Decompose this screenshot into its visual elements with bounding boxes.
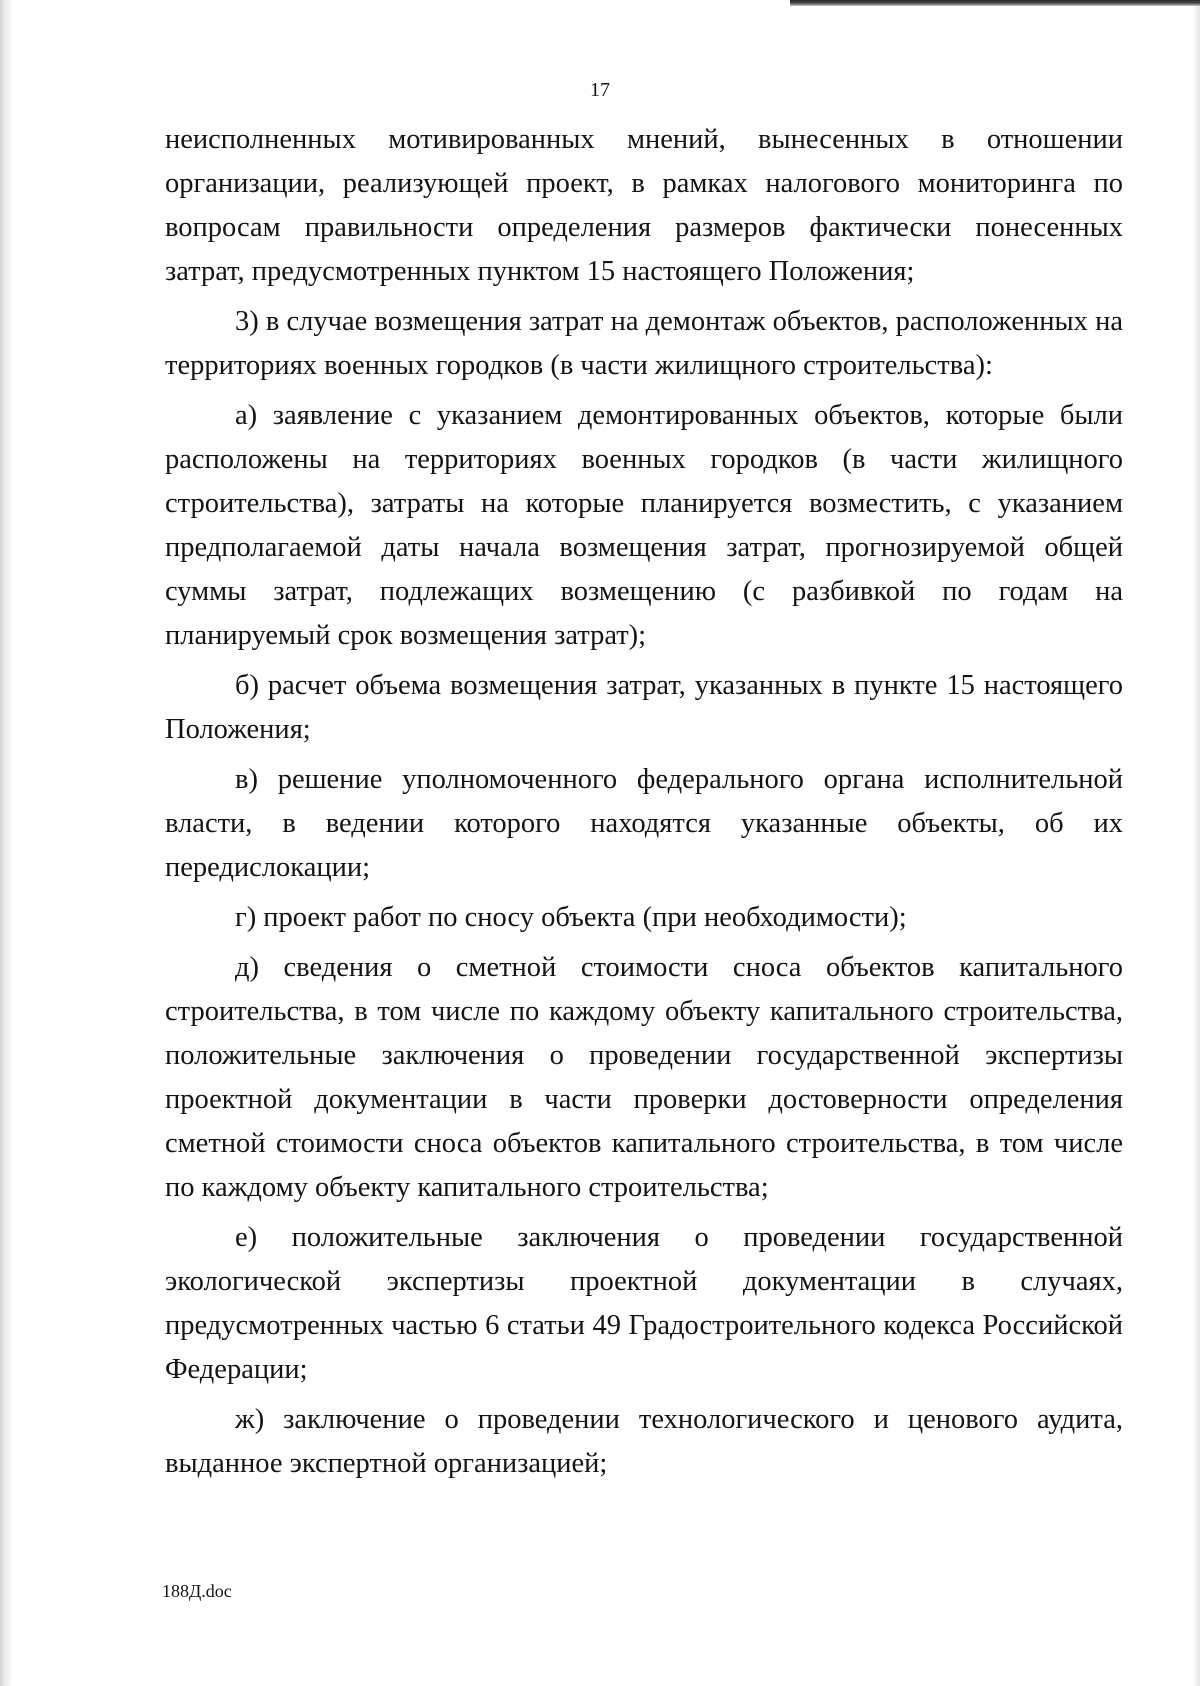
paragraph-item-zh: ж) заключение о проведении технологического и ценового аудита, выданное экспертной организацией; xyxy=(165,1404,1123,1479)
scan-edge-right xyxy=(1192,0,1200,1686)
paragraph-item-d: д) сведения о сметной стоимости сноса объектов капитального строительства, в том числе по каждому объекту капитального строительства, положительные заключения о проведении государственной экспертизы проектной документации в части проверки достоверности определения сметной стоимости сноса объектов капитального строительства, в том числе по каждому объекту капитального строительства; xyxy=(165,952,1123,1203)
scan-bar-top xyxy=(790,0,1200,6)
page-number: 17 xyxy=(590,79,610,101)
paragraph-continuation: неисполненных мотивированных мнений, вынесенных в отношении организации, реализующей проект, в рамках налогового мониторинга по вопросам правильности определения размеров фактически понесенных затрат, предусмотренных пунктом 15 настоящего Положения; xyxy=(165,124,1123,287)
paragraph-item-3: 3) в случае возмещения затрат на демонтаж объектов, расположенных на территориях военных городков (в части жилищного строительства): xyxy=(165,306,1123,381)
scan-edge-left xyxy=(0,0,14,1686)
paragraph-item-v: в) решение уполномоченного федерального органа исполнительной власти, в ведении которого находятся указанные объекты, об их передислокации; xyxy=(165,764,1123,883)
footer-file-code: 188Д.doc xyxy=(162,1581,232,1601)
document-body xyxy=(165,118,1123,1492)
paragraph-item-b: б) расчет объема возмещения затрат, указанных в пункте 15 настоящего Положения; xyxy=(165,670,1123,745)
paragraph-item-a: а) заявление с указанием демонтированных объектов, которые были расположены на территориях военных городков (в части жилищного строительства), затраты на которые планируется возместить, с указанием предполагаемой даты начала возмещения затрат, прогнозируемой общей суммы затрат, подлежащих возмещению (с разбивкой по годам на планируемый срок возмещения затрат); xyxy=(165,400,1123,651)
paragraph-item-g: г) проект работ по сносу объекта (при необходимости); xyxy=(235,902,907,933)
paragraph-item-e: е) положительные заключения о проведении государственной экологической экспертизы проектной документации в случаях, предусмотренных частью 6 статьи 49 Градостроительного кодекса Российской Федерации; xyxy=(165,1222,1123,1385)
